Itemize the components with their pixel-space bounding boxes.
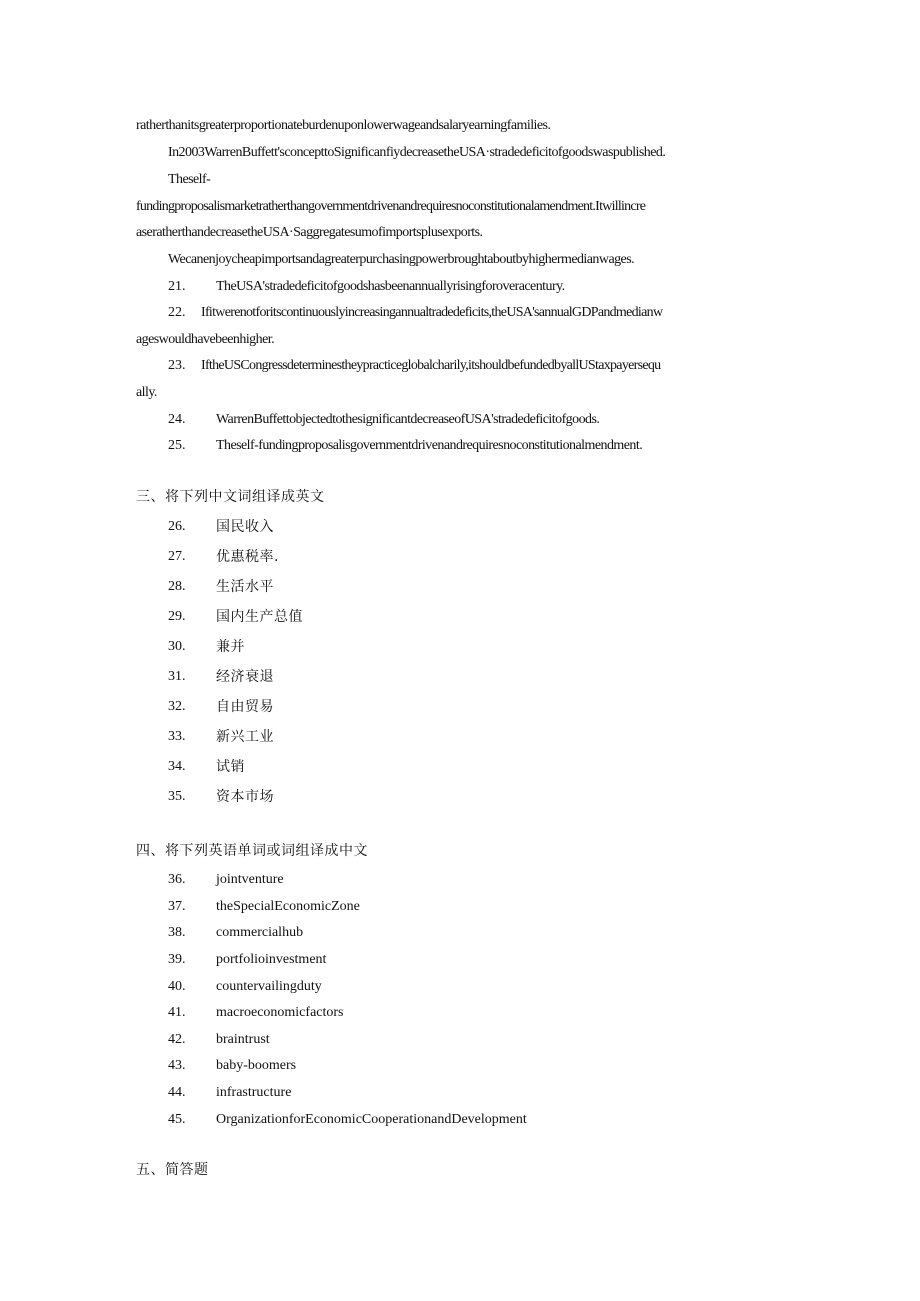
item-number: 43. bbox=[168, 1058, 186, 1073]
item-number: 35. bbox=[168, 789, 186, 804]
item-number: 41. bbox=[168, 1005, 186, 1020]
item-text: theSpecialEconomicZone bbox=[216, 899, 360, 914]
item-number: 44. bbox=[168, 1085, 186, 1100]
item-text: braintrust bbox=[216, 1032, 270, 1047]
item-text: commercialhub bbox=[216, 925, 304, 940]
item-number: 38. bbox=[168, 925, 186, 940]
passage-line: aseratherthandecreasetheUSA·Saggregatesumofimportsplusexports. bbox=[136, 225, 483, 240]
passage-line: fundingproposalismarketratherthangovernmentdrivenandrequiresnoconstitutionalamendment.Itwillincre bbox=[136, 199, 646, 214]
item-text: 兼并 bbox=[216, 639, 245, 655]
item-number: 30. bbox=[168, 639, 186, 654]
item-number: 31. bbox=[168, 669, 186, 684]
item-number: 25. bbox=[168, 438, 186, 453]
item-text: infrastructure bbox=[216, 1085, 292, 1100]
passage-line: Wecanenjoycheapimportsandagreaterpurchasingpowerbroughtaboutbyhighermedianwages. bbox=[168, 252, 635, 267]
item-number: 28. bbox=[168, 579, 186, 594]
passage-line: ratherthanitsgreaterproportionateburdenuponlowerwageandsalaryearningfamilies. bbox=[136, 118, 551, 133]
item-text: jointventure bbox=[216, 872, 284, 887]
item-number: 22. bbox=[168, 305, 186, 320]
statement-text-continued: ally. bbox=[136, 385, 157, 400]
statement-text: Ifitwerenotforitscontinuouslyincreasingannualtradedeficits,theUSA'sannualGDPandmedianw bbox=[201, 305, 663, 320]
item-number: 23. bbox=[168, 358, 186, 373]
item-number: 29. bbox=[168, 609, 186, 624]
item-number: 27. bbox=[168, 549, 186, 564]
item-text: 国内生产总值 bbox=[216, 609, 303, 625]
statement-text-continued: ageswouldhavebeenhigher. bbox=[136, 332, 275, 347]
item-number: 40. bbox=[168, 979, 186, 994]
item-number: 42. bbox=[168, 1032, 186, 1047]
statement-text: WarrenBuffettobjectedtothesignificantdecreaseofUSA'stradedeficitofgoods. bbox=[216, 412, 600, 427]
item-text: portfolioinvestment bbox=[216, 952, 327, 967]
statement-text: IftheUSCongressdeterminestheypracticeglobalcharily,itshouldbefundedbyallUStaxpayersequ bbox=[201, 358, 661, 373]
item-number: 21. bbox=[168, 279, 186, 294]
section-heading: 五、简答题 bbox=[136, 1162, 209, 1178]
statement-text: TheUSA'stradedeficitofgoodshasbeenannuallyrisingforoveracentury. bbox=[216, 279, 565, 294]
passage-line: In2003WarrenBuffett'sconcepttoSignificanfiydecreasetheUSA·stradedeficitofgoodswaspublished. bbox=[168, 145, 666, 160]
item-number: 26. bbox=[168, 519, 186, 534]
item-text: OrganizationforEconomicCooperationandDevelopment bbox=[216, 1112, 527, 1127]
item-number: 34. bbox=[168, 759, 186, 774]
passage-line: Theself- bbox=[168, 172, 211, 187]
item-number: 33. bbox=[168, 729, 186, 744]
item-text: macroeconomicfactors bbox=[216, 1005, 344, 1020]
item-text: 试销 bbox=[216, 759, 245, 775]
item-number: 37. bbox=[168, 899, 186, 914]
item-text: 国民收入 bbox=[216, 519, 274, 535]
item-text: 优惠税率. bbox=[216, 549, 279, 565]
item-number: 39. bbox=[168, 952, 186, 967]
statement-text: Theself-fundingproposalisgovernmentdrivenandrequiresnoconstitutionalmendment. bbox=[216, 438, 643, 453]
item-text: 新兴工业 bbox=[216, 729, 274, 745]
section-heading: 三、将下列中文词组译成英文 bbox=[136, 489, 325, 505]
item-number: 36. bbox=[168, 872, 186, 887]
section-heading: 四、将下列英语单词或词组译成中文 bbox=[136, 843, 368, 859]
item-number: 32. bbox=[168, 699, 186, 714]
item-text: 生活水平 bbox=[216, 579, 274, 595]
item-text: 资本市场 bbox=[216, 789, 274, 805]
item-number: 45. bbox=[168, 1112, 186, 1127]
item-text: baby-boomers bbox=[216, 1058, 297, 1073]
item-text: countervailingduty bbox=[216, 979, 322, 994]
item-text: 经济衰退 bbox=[216, 669, 274, 685]
item-number: 24. bbox=[168, 412, 186, 427]
item-text: 自由贸易 bbox=[216, 699, 274, 715]
